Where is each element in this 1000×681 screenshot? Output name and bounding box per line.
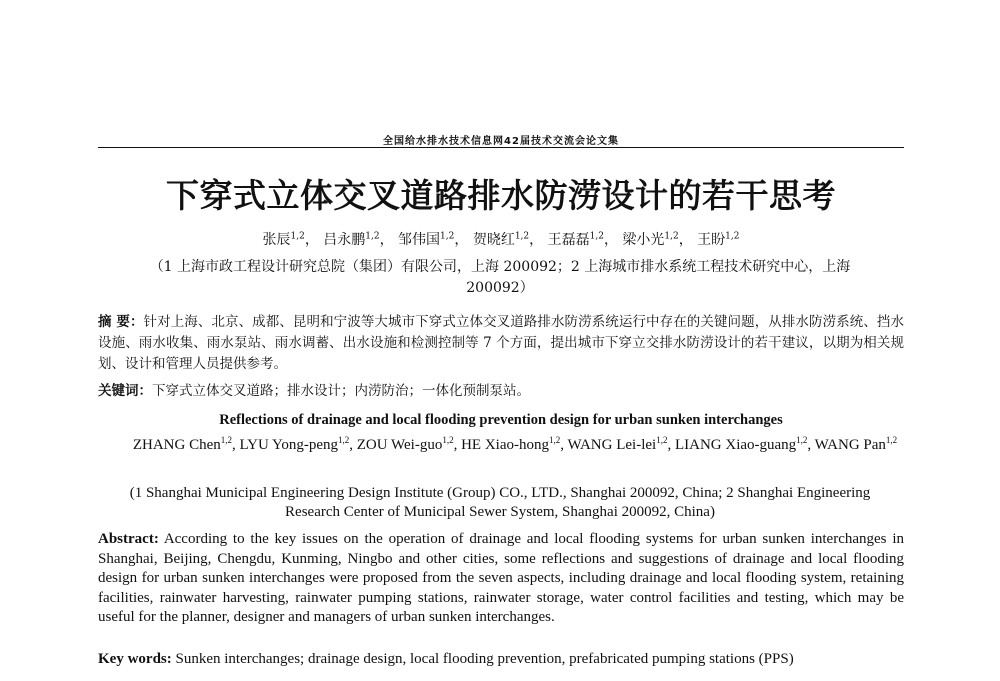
author-sup: 1,2 <box>290 231 305 242</box>
chinese-authors: 张辰$^{1,2}$， 吕永鹏$^{1,2}$， 邹伟国$^{1,2}$， 贺晓红$^{1,2}$， 王磊磊$^{1,2}$， 梁小光$^{1,2}$， 王盼$^{1,2}$ <box>262 231 740 248</box>
chinese-affiliation: （1 上海市政工程设计研究总院（集团）有限公司，上海 200092；2 上海城市排水系统工程技术研究中心，上海 200092） <box>149 259 851 296</box>
author: HE Xiao-hong <box>461 437 549 453</box>
chinese-keywords <box>98 381 904 402</box>
author-sup: 1,2 <box>796 435 808 445</box>
english-abstract-text: According to the key issues on the operation of drainage and local flooding systems for urban sunken interchanges in Shanghai, Beijing, Chengdu, Kunming, Ningbo and other cities, some reflections and suggestions of drainage and local flooding design for urban sunken interchanges were proposed from the seven aspects, including drainage and local flooding system, retaining facilities, rainwater harvesting, rainwater pumping stations, rainwater storage, water control facilities and testing, which may be useful for the planner, designer and managers of urban sunken interchanges. <box>98 531 904 625</box>
chinese-abstract <box>98 312 904 375</box>
author-sup: 1,2 <box>725 231 740 242</box>
author-sup: 1,2 <box>664 231 679 242</box>
author-sup: 1,2 <box>442 435 454 445</box>
chinese-title: 下穿式立体交叉道路排水防涝设计的若干思考 <box>166 176 836 215</box>
author-sup: 1,2 <box>365 231 380 242</box>
author: WANG Lei-lei <box>567 437 657 453</box>
chinese-abstract-label: 摘 要： <box>98 314 144 330</box>
author: ZHANG Chen <box>132 437 221 453</box>
author: 吕永鹏 <box>323 232 366 248</box>
author-sup: 1,2 <box>656 435 668 445</box>
english-affiliation: (1 Shanghai Municipal Engineering Design Institute (Group) CO., LTD., Shanghai 200092, China; 2 Shanghai Engineering Research Center of Municipal Sewer System, Shanghai 200092, China) <box>129 485 871 520</box>
author-sup: 1,2 <box>549 435 561 445</box>
english-keywords <box>98 650 904 669</box>
chinese-keywords-label: 关键词： <box>98 383 152 399</box>
chinese-keywords-text: 下穿式立体交叉道路；排水设计；内涝防治；一体化预制泵站。 <box>152 383 530 399</box>
english-keywords-text: Sunken interchanges; drainage design, local flooding prevention, prefabricated pumping stations (PPS) <box>175 651 794 667</box>
running-header: 全国给水排水技术信息网42届技术交流会论文集 <box>383 136 619 147</box>
english-abstract-label: Abstract: <box>98 531 159 547</box>
english-title: Reflections of drainage and local flooding prevention design for urban sunken interchanges <box>219 412 783 428</box>
author-sup: 1,2 <box>220 435 232 445</box>
author-sup: 1,2 <box>589 231 604 242</box>
author: LYU Yong-peng <box>239 437 338 453</box>
english-abstract <box>98 530 904 628</box>
author: 贺晓红 <box>472 232 515 248</box>
author-sup: 1,2 <box>885 435 898 445</box>
author: 王磊磊 <box>547 232 590 248</box>
header-rule <box>98 147 904 148</box>
english-keywords-label: Key words: <box>98 651 172 667</box>
author: WANG Pan <box>814 437 886 453</box>
english-authors: ZHANG Chen$^{1,2}$, LYU Yong-peng$^{1,2}$, ZOU Wei-guo$^{1,2}$, HE Xiao-hong$^{1,2}$, WANG Lei-lei$^{1,2}$, LIANG Xiao-guang$^{1,2}$, WANG Pan$^{1,2}$ <box>132 435 898 453</box>
author-sup: 1,2 <box>514 231 530 242</box>
chinese-abstract-text: 针对上海、北京、成都、昆明和宁波等大城市下穿式立体交叉道路排水防涝系统运行中存在的关键问题，从排水防涝系统、挡水设施、雨水收集、雨水泵站、雨水调蓄、出水设施和检测控制等 7 个方面，提出城市下穿立交排水防涝设计的若干建议，以期为相关规划、设计和管理人员提供参考。 <box>98 314 905 372</box>
author: ZOU Wei-guo <box>356 437 443 453</box>
author-sup: 1,2 <box>440 231 455 242</box>
author: 邹伟国 <box>398 232 441 248</box>
author: 张辰 <box>262 232 291 248</box>
author: 王盼 <box>697 232 726 248</box>
author: 梁小光 <box>622 232 665 248</box>
author: LIANG Xiao-guang <box>674 437 797 453</box>
author-sup: 1,2 <box>338 435 350 445</box>
